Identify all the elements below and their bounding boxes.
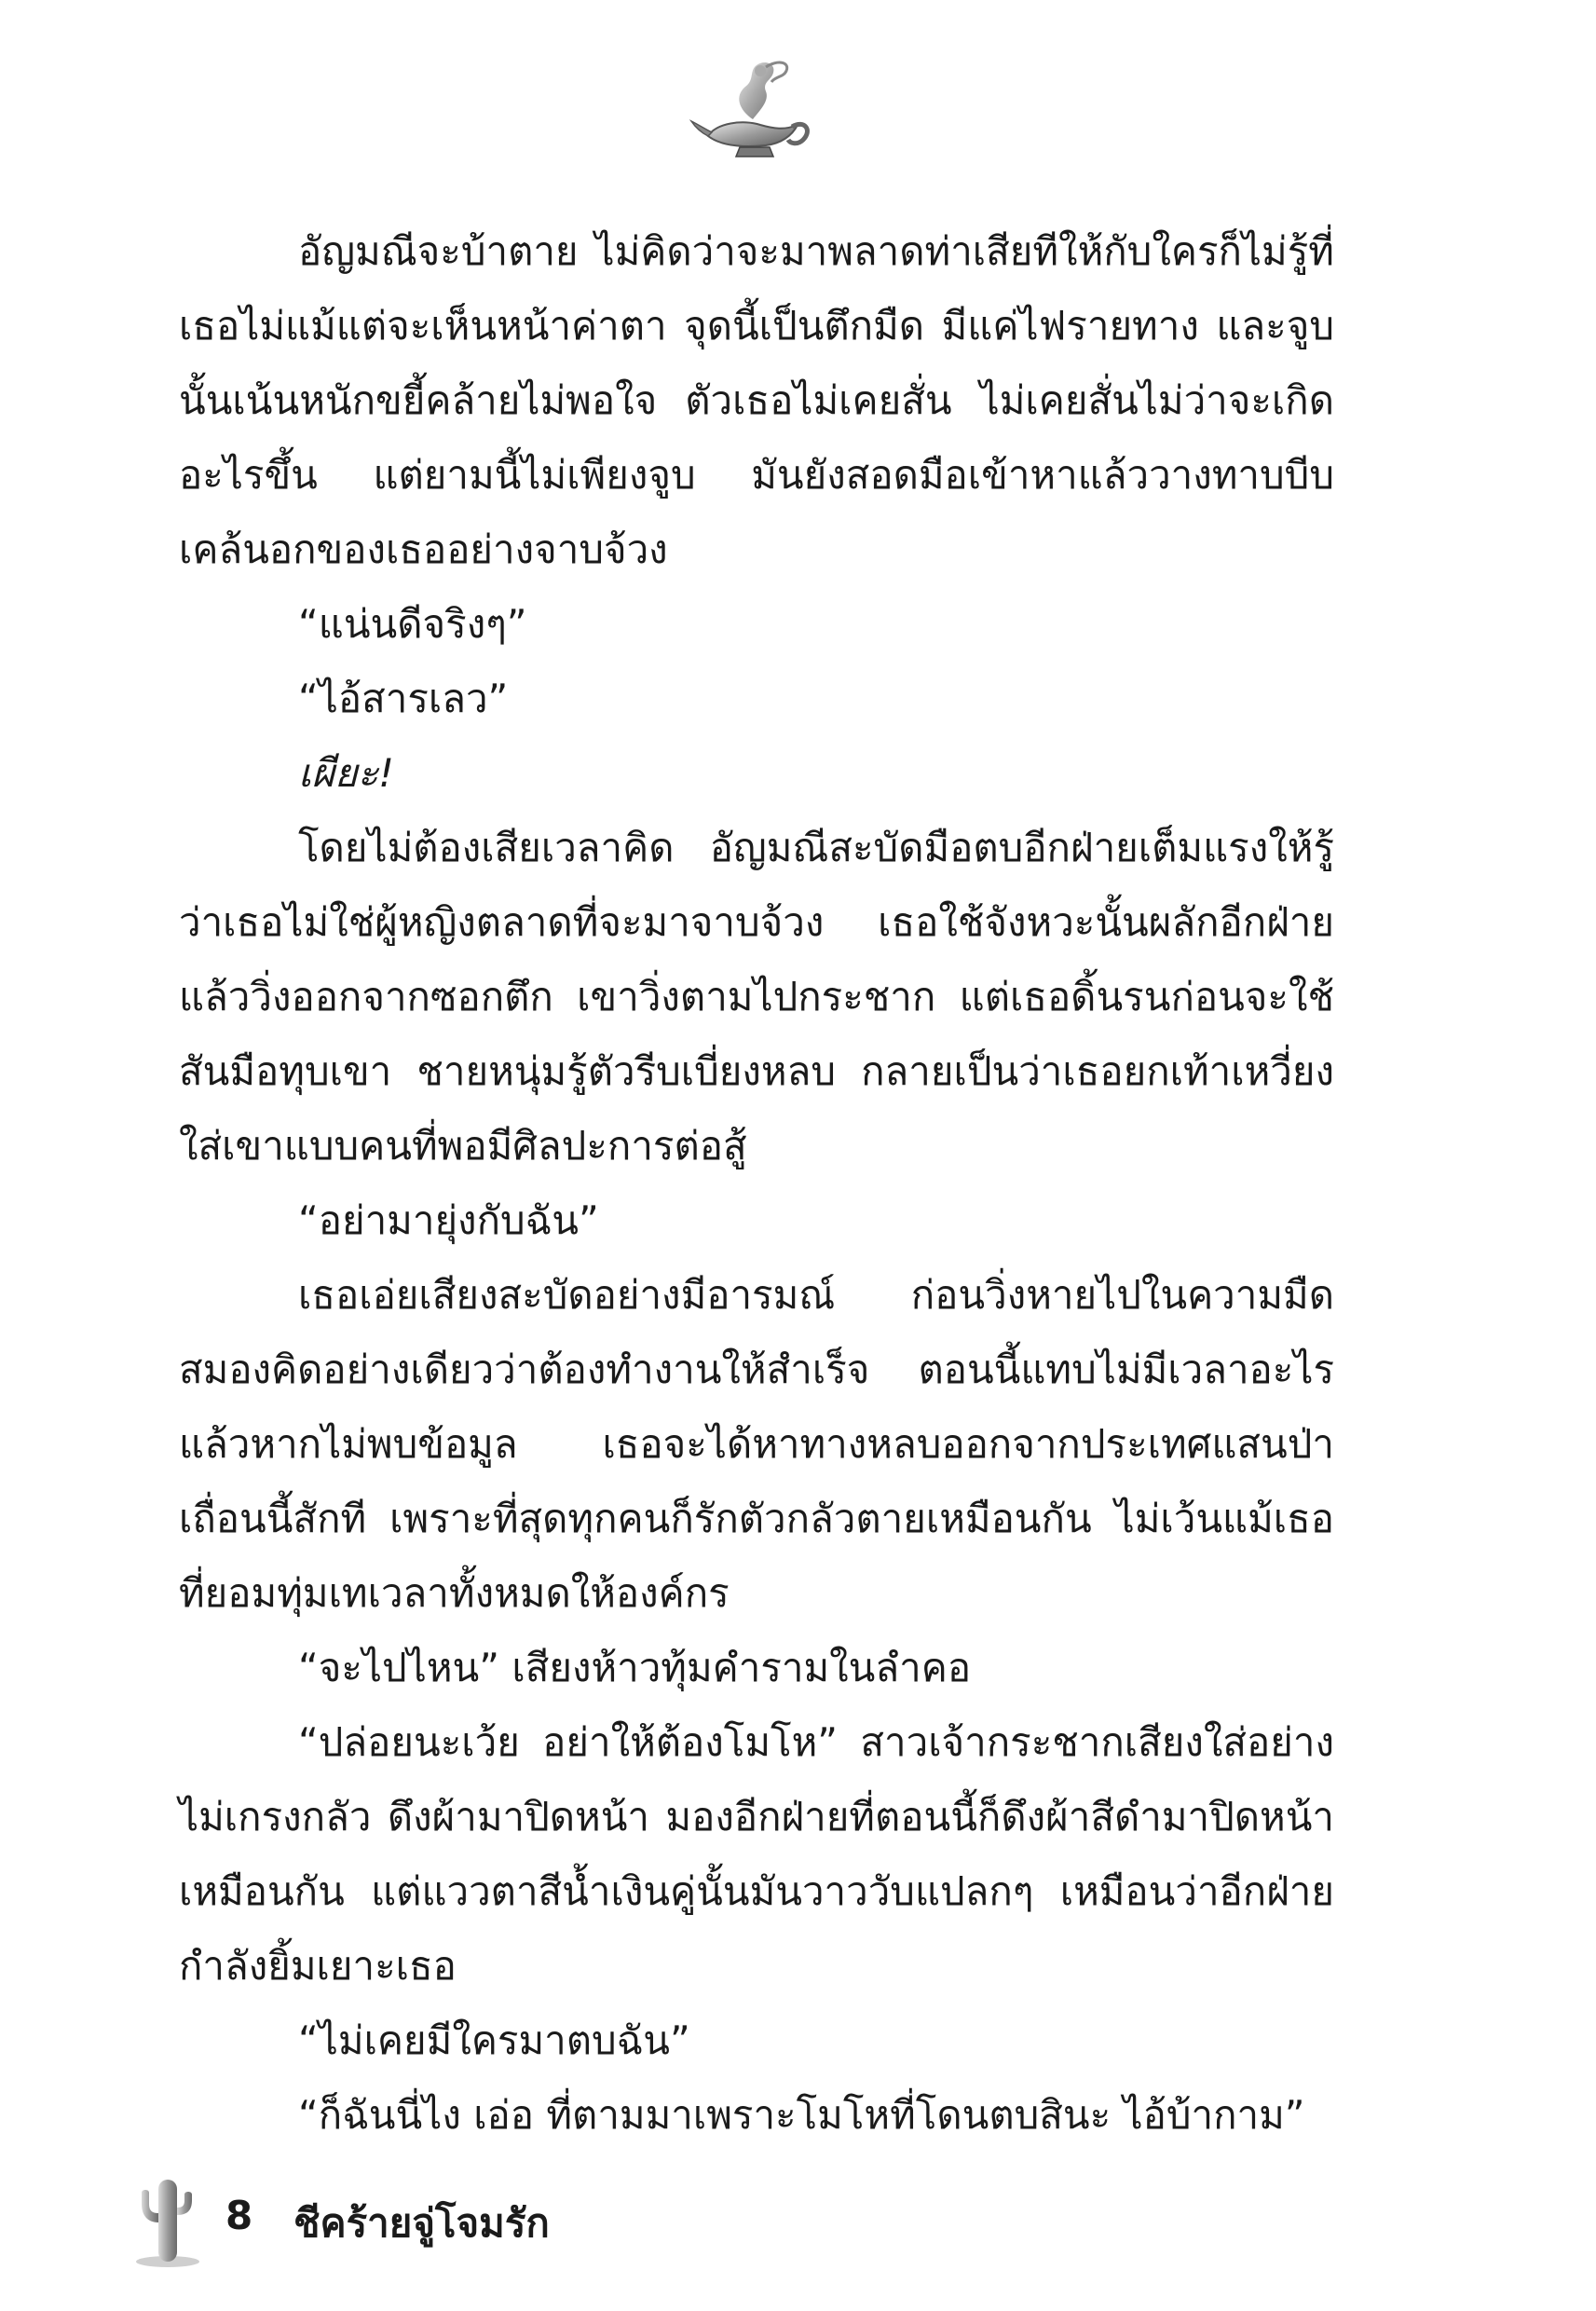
paragraph-3: “ไอ้สารเลว” bbox=[298, 676, 509, 721]
page-number: 8 bbox=[225, 2193, 253, 2238]
page-body bbox=[179, 214, 1334, 2153]
book-title: ชีคร้ายจู่โจมรัก bbox=[293, 2200, 550, 2246]
paragraph-6: “อย่ามายุ่งกับฉัน” bbox=[298, 1197, 599, 1243]
paragraph-7: เธอเอ่ยเสียงสะบัดอย่างมีอารมณ์ ก่อนวิ่งหายไปในความมืดสมองคิดอย่างเดียวว่าต้องทำงานให้สำเร็จ ตอนนี้แทบไม่มีเวลาอะไรแล้วหากไม่พบข้อมูล เธอจะได้หาทางหลบออกจากประเทศแสนป่าเถื่อนนี้สักที เพราะที่สุดทุกคนก็รักตัวกลัวตายเหมือนกัน ไม่เว้นแม้เธอที่ยอมทุ่มเทเวลาทั้งหมดให้องค์กร bbox=[179, 1272, 1334, 1616]
paragraph-8: “จะไปไหน” เสียงห้าวทุ้มคำรามในลำคอ bbox=[298, 1645, 972, 1690]
cactus-icon bbox=[130, 2167, 205, 2269]
paragraph-11: “ก็ฉันนี่ไง เอ่อ ที่ตามมาเพราะโมโหที่โดนตบสินะ ไอ้บ้ากาม” bbox=[298, 2092, 1305, 2138]
paragraph-10: “ไม่เคยมีใครมาตบฉัน” bbox=[298, 2017, 690, 2063]
paragraph-2: “แน่นดีจริงๆ” bbox=[298, 601, 527, 647]
page-footer bbox=[130, 2167, 689, 2269]
magic-lamp-genie-icon bbox=[688, 54, 818, 166]
paragraph-1: อัญมณีจะบ้าตาย ไม่คิดว่าจะมาพลาดท่าเสียทีให้กับใครก็ไม่รู้ที่เธอไม่แม้แต่จะเห็นหน้าค่าตา จุดนี้เป็นตึกมืด มีแค่ไฟรายทาง และจูบนั้นเน้นหนักขยี้คล้ายไม่พอใจ ตัวเธอไม่เคยสั่น ไม่เคยสั่นไม่ว่าจะเกิดอะไรขึ้น แต่ยามนี้ไม่เพียงจูบ มันยังสอดมือเข้าหาแล้ววางทาบบีบเคล้นอกของเธออย่างจาบจ้วง bbox=[179, 228, 1334, 572]
paragraph-4: เผียะ! bbox=[298, 750, 394, 796]
paragraph-9: “ปล่อยนะเว้ย อย่าให้ต้องโมโห” สาวเจ้ากระชากเสียงใส่อย่างไม่เกรงกลัว ดึงผ้ามาปิดหน้า มองอีกฝ่ายที่ตอนนี้ก็ดึงผ้าสีดำมาปิดหน้าเหมือนกัน แต่แววตาสีน้ำเงินคู่นั้นมันวาววับแปลกๆ เหมือนว่าอีกฝ่ายกำลังยิ้มเยาะเธอ bbox=[179, 1719, 1334, 1989]
paragraph-5: โดยไม่ต้องเสียเวลาคิด อัญมณีสะบัดมือตบอีกฝ่ายเต็มแรงให้รู้ว่าเธอไม่ใช่ผู้หญิงตลาดที่จะมาจาบจ้วง เธอใช้จังหวะนั้นผลักอีกฝ่ายแล้ววิ่งออกจากซอกตึก เขาวิ่งตามไปกระชาก แต่เธอดิ้นรนก่อนจะใช้สันมือทุบเขา ชายหนุ่มรู้ตัวรีบเบี่ยงหลบ กลายเป็นว่าเธอยกเท้าเหวี่ยงใส่เขาแบบคนที่พอมีศิลปะการต่อสู้ bbox=[179, 825, 1334, 1169]
